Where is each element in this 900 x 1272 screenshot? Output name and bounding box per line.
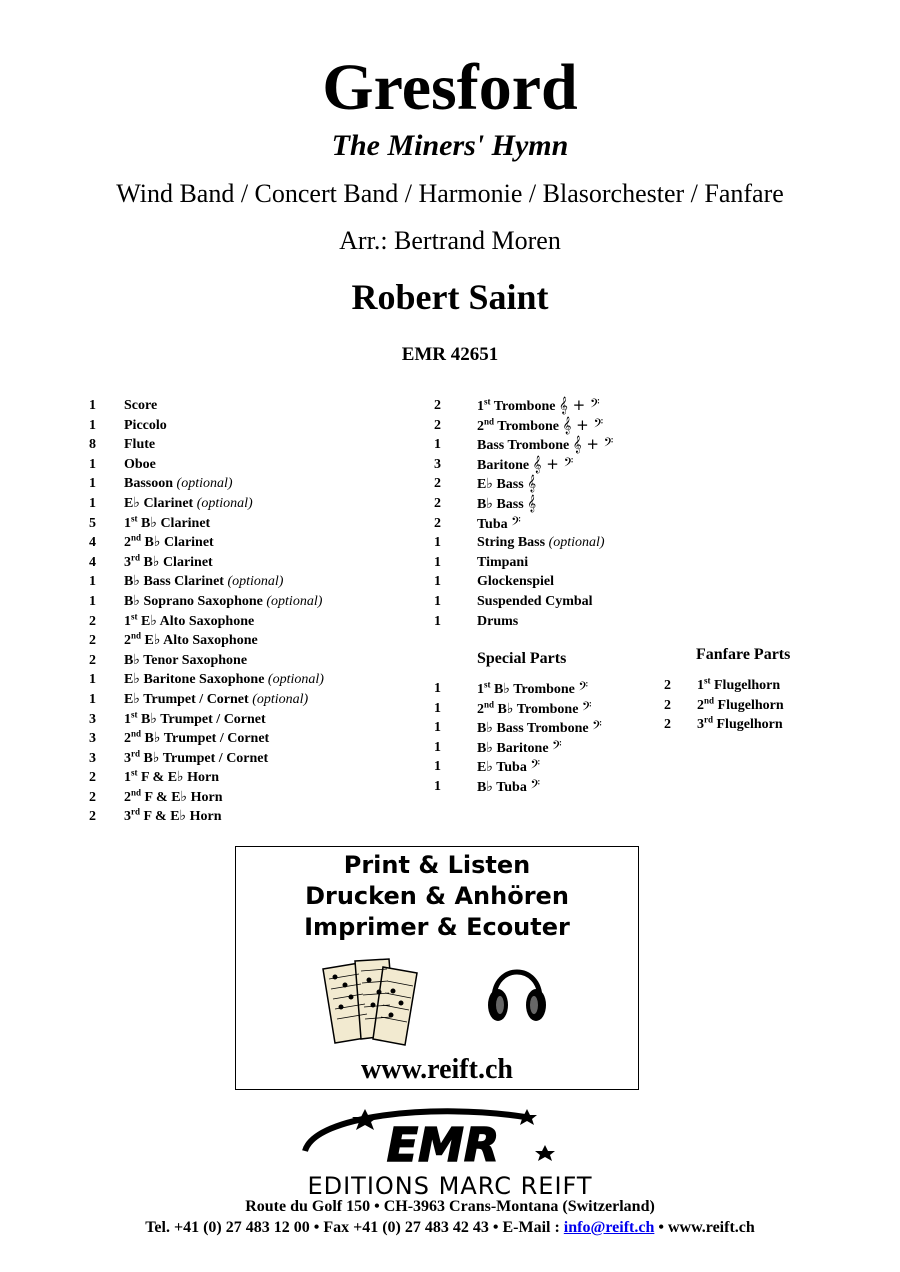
part-quantity: 1 (89, 456, 96, 472)
part-instrument: Bassoon (124, 476, 174, 492)
part-instrument: E♭ Alto Saxophone (144, 633, 258, 649)
part-instrument: F & E♭ Horn (144, 789, 223, 805)
part-name (477, 416, 603, 437)
clef-icon: 𝄞 + 𝄢 (558, 396, 600, 414)
part-ordinal-suffix: st (131, 610, 138, 621)
part-quantity: 1 (89, 417, 96, 433)
part-quantity: 1 (89, 398, 96, 413)
part-ordinal-suffix: nd (131, 728, 142, 739)
contact-phone-fax: Tel. +41 (0) 27 483 12 00 • Fax +41 (0) 27 483 42 43 • E-Mail : (145, 1219, 564, 1236)
part-instrument: Piccolo (124, 417, 167, 433)
part-row (434, 757, 664, 777)
part-instrument: Baritone (477, 457, 530, 473)
part-ordinal: 3 (124, 554, 131, 570)
clef-icon: 𝄞 (527, 493, 537, 512)
part-name (477, 396, 600, 417)
part-quantity: 1 (434, 720, 441, 736)
sheet-music-icon (321, 955, 421, 1049)
part-ordinal: 1 (124, 711, 131, 727)
part-ordinal: 2 (697, 697, 704, 713)
clef-icon: 𝄢 (578, 679, 589, 697)
part-instrument: E♭ Baritone Saxophone (124, 672, 265, 688)
part-ordinal-suffix: st (704, 675, 711, 686)
part-quantity: 2 (89, 770, 96, 786)
part-instrument: B♭ Soprano Saxophone (124, 593, 263, 609)
part-row (89, 533, 419, 553)
score-subtitle: The Miners' Hymn (331, 129, 569, 162)
part-row (89, 514, 419, 534)
part-instrument: F & E♭ Horn (141, 770, 220, 786)
part-row (89, 807, 419, 827)
part-instrument: B♭ Baritone (477, 740, 549, 756)
composer-name: Robert Saint (351, 277, 549, 317)
publisher-address: Route du Golf 150 • CH-3963 Crans-Montana (Switzerland) (245, 1198, 655, 1215)
part-name (124, 514, 210, 534)
part-ordinal-suffix: rd (131, 552, 140, 563)
part-name (477, 533, 605, 553)
part-quantity: 2 (434, 398, 441, 413)
part-instrument: B♭ Clarinet (144, 535, 214, 551)
part-name (124, 474, 233, 494)
part-ordinal-suffix: nd (704, 694, 715, 705)
instrumentation-line: Wind Band / Concert Band / Harmonie / Blasorchester / Fanfare (116, 179, 784, 208)
part-instrument: B♭ Trombone (497, 701, 579, 717)
part-instrument: Flugelhorn (714, 678, 781, 693)
part-instrument: Trombone (497, 418, 559, 434)
part-row (89, 435, 419, 455)
part-instrument: B♭ Trumpet / Cornet (141, 711, 266, 727)
part-quantity: 3 (434, 456, 441, 472)
part-name (477, 572, 554, 592)
part-instrument: Trombone (493, 399, 556, 414)
part-row (89, 651, 419, 671)
part-ordinal-suffix: nd (484, 698, 495, 709)
clef-icon: 𝄢 (511, 513, 521, 532)
part-quantity: 1 (434, 759, 441, 775)
part-row (664, 676, 824, 696)
part-instrument: Drums (477, 613, 519, 629)
part-instrument: B♭ Bass (477, 496, 524, 512)
part-name (477, 592, 593, 612)
part-name (477, 612, 518, 632)
optional-note: (optional) (196, 495, 253, 511)
clef-icon: 𝄞 + 𝄢 (572, 435, 614, 454)
part-row (434, 718, 664, 738)
part-quantity: 2 (434, 476, 441, 492)
part-name (124, 729, 269, 749)
part-name (477, 553, 528, 573)
part-instrument: E♭ Bass (477, 477, 524, 493)
clef-icon: 𝄢 (530, 757, 540, 776)
arranger-line: Arr.: Bertrand Moren (339, 226, 561, 255)
part-quantity: 1 (89, 574, 96, 590)
part-row (434, 494, 664, 514)
part-row (434, 553, 664, 573)
part-row (434, 572, 664, 592)
part-name (124, 612, 254, 632)
print-listen-box (235, 846, 639, 1090)
promo-line-english: Print & Listen (343, 851, 531, 879)
part-quantity: 2 (664, 697, 671, 713)
part-quantity: 2 (89, 613, 96, 629)
part-name (124, 788, 223, 808)
score-title: Gresford (322, 51, 578, 124)
clef-icon: 𝄞 (527, 474, 537, 493)
part-instrument: String Bass (477, 535, 546, 551)
part-quantity: 1 (434, 681, 441, 696)
part-ordinal-suffix: nd (484, 415, 495, 426)
publisher-contact (0, 1218, 900, 1238)
part-ordinal: 2 (124, 789, 131, 805)
part-quantity: 1 (89, 593, 96, 609)
part-quantity: 1 (434, 700, 441, 716)
fanfare-parts-list (664, 676, 824, 735)
part-row (89, 396, 419, 416)
special-parts-heading: Special Parts (477, 650, 567, 667)
clef-icon: 𝄢 (592, 718, 602, 737)
part-instrument: B♭ Trombone (494, 682, 575, 697)
part-name (124, 807, 222, 827)
part-name (477, 474, 536, 495)
part-instrument: E♭ Alto Saxophone (141, 613, 255, 629)
part-quantity: 4 (89, 554, 96, 570)
part-name (477, 777, 540, 798)
part-row (434, 435, 664, 455)
part-instrument: B♭ Tuba (477, 779, 527, 795)
special-parts-list (434, 679, 664, 797)
part-row (434, 396, 664, 416)
part-ordinal: 2 (477, 701, 484, 717)
part-instrument: Score (124, 398, 158, 413)
part-instrument: B♭ Bass Trombone (477, 721, 589, 737)
part-instrument: Tuba (477, 516, 508, 532)
part-quantity: 2 (434, 495, 441, 511)
part-quantity: 1 (434, 593, 441, 609)
promo-line-french: Imprimer & Ecouter (304, 913, 570, 941)
part-ordinal: 1 (124, 613, 131, 629)
contact-website: • www.reift.ch (654, 1219, 755, 1236)
part-instrument: Timpani (477, 554, 529, 570)
part-name (124, 533, 214, 553)
parts-list-low-brass-percussion (434, 396, 664, 631)
part-quantity: 8 (89, 437, 96, 453)
part-quantity: 3 (89, 731, 96, 747)
part-instrument: Oboe (124, 456, 156, 472)
optional-note: (optional) (227, 574, 284, 590)
part-row (434, 455, 664, 475)
part-name (697, 715, 783, 735)
part-row (434, 699, 664, 719)
part-ordinal-suffix: rd (131, 748, 140, 759)
part-quantity: 1 (89, 672, 96, 688)
part-row (89, 710, 419, 730)
part-name (477, 435, 613, 456)
part-quantity: 1 (89, 691, 96, 707)
part-instrument: B♭ Clarinet (143, 554, 213, 570)
part-quantity: 2 (89, 789, 96, 805)
part-quantity: 1 (434, 778, 441, 794)
part-ordinal-suffix: nd (131, 532, 142, 543)
part-name (124, 553, 213, 573)
part-row (89, 612, 419, 632)
part-ordinal: 2 (124, 633, 131, 649)
part-row (434, 514, 664, 534)
part-instrument: B♭ Trumpet / Cornet (143, 750, 269, 766)
part-ordinal: 3 (697, 717, 704, 733)
part-row (89, 572, 419, 592)
part-instrument: Bass Trombone (477, 438, 570, 454)
part-quantity: 2 (664, 678, 671, 693)
part-row (434, 738, 664, 758)
clef-icon: 𝄢 (530, 776, 540, 795)
part-quantity: 2 (664, 717, 671, 733)
part-quantity: 1 (434, 535, 441, 551)
part-row (89, 729, 419, 749)
part-instrument: Flugelhorn (717, 697, 784, 713)
part-ordinal: 1 (697, 678, 704, 693)
optional-note: (optional) (176, 476, 233, 492)
part-row (434, 416, 664, 436)
part-row (89, 455, 419, 475)
part-instrument: B♭ Clarinet (141, 515, 211, 531)
part-name (124, 651, 247, 671)
part-row (89, 474, 419, 494)
part-ordinal: 1 (124, 770, 131, 786)
part-ordinal: 2 (124, 535, 131, 551)
part-name (477, 718, 602, 739)
part-instrument: Flute (124, 437, 156, 453)
part-instrument: Flugelhorn (716, 717, 783, 733)
emr-logo (235, 1103, 665, 1173)
part-ordinal-suffix: nd (131, 630, 142, 641)
part-ordinal: 1 (124, 515, 131, 531)
part-quantity: 2 (89, 633, 96, 649)
part-ordinal-suffix: st (484, 679, 491, 690)
part-ordinal-suffix: rd (131, 806, 140, 817)
optional-note: (optional) (267, 672, 324, 688)
part-ordinal-suffix: nd (131, 787, 142, 798)
email-link[interactable]: info@reift.ch (563, 1219, 655, 1236)
part-instrument: B♭ Bass Clarinet (124, 574, 224, 590)
part-ordinal-suffix: st (131, 708, 138, 719)
part-row (89, 670, 419, 690)
part-name (124, 768, 219, 788)
emr-logo-text: EMR (386, 1118, 500, 1172)
part-name (477, 699, 592, 720)
parts-list-woodwinds-brass (89, 396, 419, 827)
part-ordinal: 3 (124, 809, 131, 825)
part-ordinal-suffix: rd (704, 714, 713, 725)
part-row (89, 592, 419, 612)
part-quantity: 1 (89, 476, 96, 492)
part-quantity: 1 (89, 495, 96, 511)
part-instrument: E♭ Clarinet (124, 495, 194, 511)
part-row (434, 612, 664, 632)
part-ordinal: 3 (124, 750, 131, 766)
part-row (89, 768, 419, 788)
part-name (124, 710, 266, 730)
part-name (697, 676, 780, 696)
catalog-number: EMR 42651 (401, 344, 499, 365)
part-instrument: B♭ Trumpet / Cornet (144, 731, 270, 747)
part-row (89, 494, 419, 514)
part-instrument: B♭ Tenor Saxophone (124, 652, 248, 668)
clef-icon: 𝄢 (552, 737, 562, 756)
promo-website: www.reift.ch (361, 1054, 513, 1085)
part-quantity: 3 (89, 750, 96, 766)
part-ordinal: 1 (477, 682, 484, 697)
part-quantity: 1 (434, 613, 441, 629)
part-row (434, 679, 664, 699)
part-name (477, 455, 573, 476)
publisher-name: EDITIONS MARC REIFT (307, 1172, 593, 1200)
clef-icon: 𝄞 + 𝄢 (532, 454, 574, 473)
part-ordinal-suffix: st (131, 767, 138, 778)
part-quantity: 1 (434, 554, 441, 570)
clef-icon: 𝄢 (581, 698, 592, 717)
part-instrument: Glockenspiel (477, 574, 555, 590)
optional-note: (optional) (252, 691, 309, 707)
part-row (89, 553, 419, 573)
part-name (477, 494, 536, 515)
promo-line-german: Drucken & Anhören (305, 882, 569, 910)
part-row (89, 416, 419, 436)
part-row (89, 749, 419, 769)
part-name (124, 494, 253, 514)
part-row (434, 474, 664, 494)
part-name (124, 572, 283, 592)
part-quantity: 2 (89, 809, 96, 825)
optional-note: (optional) (548, 535, 605, 551)
part-name (477, 514, 521, 535)
clef-icon: 𝄞 + 𝄢 (562, 415, 604, 434)
part-ordinal: 1 (477, 399, 484, 414)
part-instrument: Suspended Cymbal (477, 593, 593, 609)
part-name (124, 435, 155, 455)
part-row (89, 788, 419, 808)
part-name (477, 738, 562, 759)
part-quantity: 1 (434, 437, 441, 453)
part-name (124, 396, 157, 416)
part-quantity: 1 (434, 574, 441, 590)
part-instrument: F & E♭ Horn (143, 809, 222, 825)
part-ordinal: 2 (124, 731, 131, 747)
part-quantity: 2 (434, 417, 441, 433)
part-ordinal-suffix: st (131, 512, 138, 523)
headphones-icon (486, 955, 548, 1027)
part-instrument: E♭ Tuba (477, 760, 527, 776)
part-quantity: 2 (89, 652, 96, 668)
part-name (477, 757, 540, 778)
fanfare-parts-heading: Fanfare Parts (696, 646, 791, 663)
part-quantity: 5 (89, 515, 96, 531)
part-quantity: 3 (89, 711, 96, 727)
part-quantity: 1 (434, 739, 441, 755)
part-name (697, 696, 784, 716)
part-name (124, 749, 268, 769)
part-name (124, 416, 167, 436)
part-row (664, 715, 824, 735)
part-name (124, 455, 156, 475)
part-name (477, 679, 588, 700)
part-row (434, 777, 664, 797)
part-row (89, 690, 419, 710)
part-row (434, 592, 664, 612)
part-quantity: 2 (434, 515, 441, 531)
part-row (434, 533, 664, 553)
part-row (664, 696, 824, 716)
part-quantity: 4 (89, 535, 96, 551)
part-name (124, 631, 258, 651)
optional-note: (optional) (266, 593, 323, 609)
part-ordinal: 2 (477, 418, 484, 434)
part-ordinal-suffix: st (484, 396, 491, 407)
part-name (124, 670, 324, 690)
part-name (124, 690, 308, 710)
part-instrument: E♭ Trumpet / Cornet (124, 691, 249, 707)
part-row (89, 631, 419, 651)
part-name (124, 592, 322, 612)
